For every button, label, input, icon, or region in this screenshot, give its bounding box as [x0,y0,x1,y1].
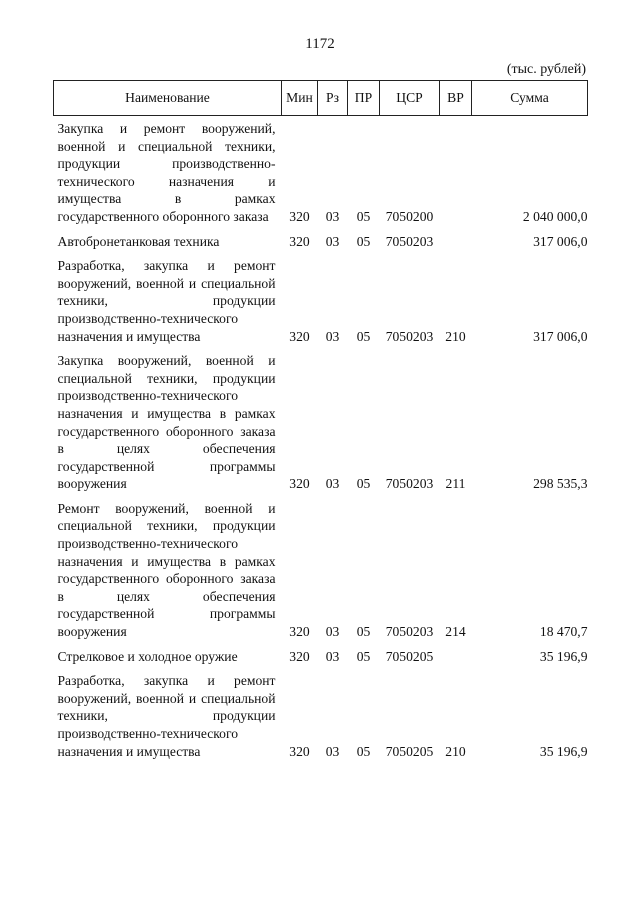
row-name: Ремонт вооружений, военной и специальной техники, продукции производственно-технического назначения и имущества в рамках государственного оборонного заказа в целях обеспечения государственной программы вооружения [57,500,276,640]
row-pr: 05 [356,208,371,224]
header-vr: ВР [440,81,472,116]
row-pr: 05 [356,648,371,664]
row-rz: 03 [325,648,340,664]
table-row [54,641,588,666]
row-name: Автобронетанковая техника [57,233,220,249]
row-min: 320 [289,233,310,249]
row-csr: 7050203 [385,328,434,344]
row-sum: 35 196,9 [539,743,588,759]
header-rz: Рз [318,81,348,116]
row-csr: 7050205 [385,648,434,664]
row-vr: 214 [445,624,466,640]
header-min: Мин [282,81,318,116]
row-csr: 7050203 [385,476,434,492]
row-sum: 317 006,0 [533,233,588,249]
budget-table [53,80,588,760]
row-pr: 05 [356,328,371,344]
row-vr: 210 [445,328,466,344]
table-row [54,226,588,251]
header-pr: ПР [348,81,380,116]
row-csr: 7050205 [385,743,434,759]
row-sum: 298 535,3 [533,476,588,492]
row-csr: 7050200 [385,208,434,224]
row-rz: 03 [325,476,340,492]
table-row [54,345,588,493]
row-min: 320 [289,328,310,344]
table-row [54,250,588,345]
row-vr [440,641,472,666]
row-min: 320 [289,648,310,664]
row-sum: 2 040 000,0 [522,208,588,224]
row-min: 320 [289,476,310,492]
row-name: Разработка, закупка и ремонт вооружений, военной и специальной техники, продукции производственно-технического назначения и имущества [57,673,276,759]
table-header-row [54,81,588,116]
row-name: Закупка и ремонт вооружений, военной и специальной техники, продукции производственно-технического назначения и имущества в рамках государственного оборонного заказа [57,121,276,224]
header-sum: Сумма [472,81,588,116]
page-number: 1172 [305,36,335,52]
row-csr: 7050203 [385,624,434,640]
row-vr [440,226,472,251]
row-rz: 03 [325,208,340,224]
table-row [54,665,588,760]
row-min: 320 [289,208,310,224]
row-csr: 7050203 [385,233,434,249]
row-rz: 03 [325,233,340,249]
row-pr: 05 [356,624,371,640]
row-name: Разработка, закупка и ремонт вооружений, военной и специальной техники, продукции производственно-технического назначения и имущества [57,258,276,344]
row-min: 320 [289,624,310,640]
row-vr [440,116,472,226]
row-pr: 05 [356,476,371,492]
row-rz: 03 [325,743,340,759]
units-label: (тыс. рублей) [506,62,586,77]
row-rz: 03 [325,624,340,640]
row-pr: 05 [356,233,371,249]
row-rz: 03 [325,328,340,344]
row-pr: 05 [356,743,371,759]
table-row [54,116,588,226]
row-name: Стрелковое и холодное оружие [57,648,238,664]
row-sum: 18 470,7 [539,624,588,640]
row-name: Закупка вооружений, военной и специальной техники, продукции производственно-технического назначения и имущества в рамках государственного оборонного заказа в целях обеспечения государственной программы вооружения [57,353,276,492]
table-row [54,493,588,641]
header-csr: ЦСР [380,81,440,116]
row-vr: 211 [445,476,466,492]
row-vr: 210 [445,743,466,759]
row-min: 320 [289,743,310,759]
row-sum: 317 006,0 [533,328,588,344]
header-name: Наименование [54,81,282,116]
row-sum: 35 196,9 [539,648,588,664]
